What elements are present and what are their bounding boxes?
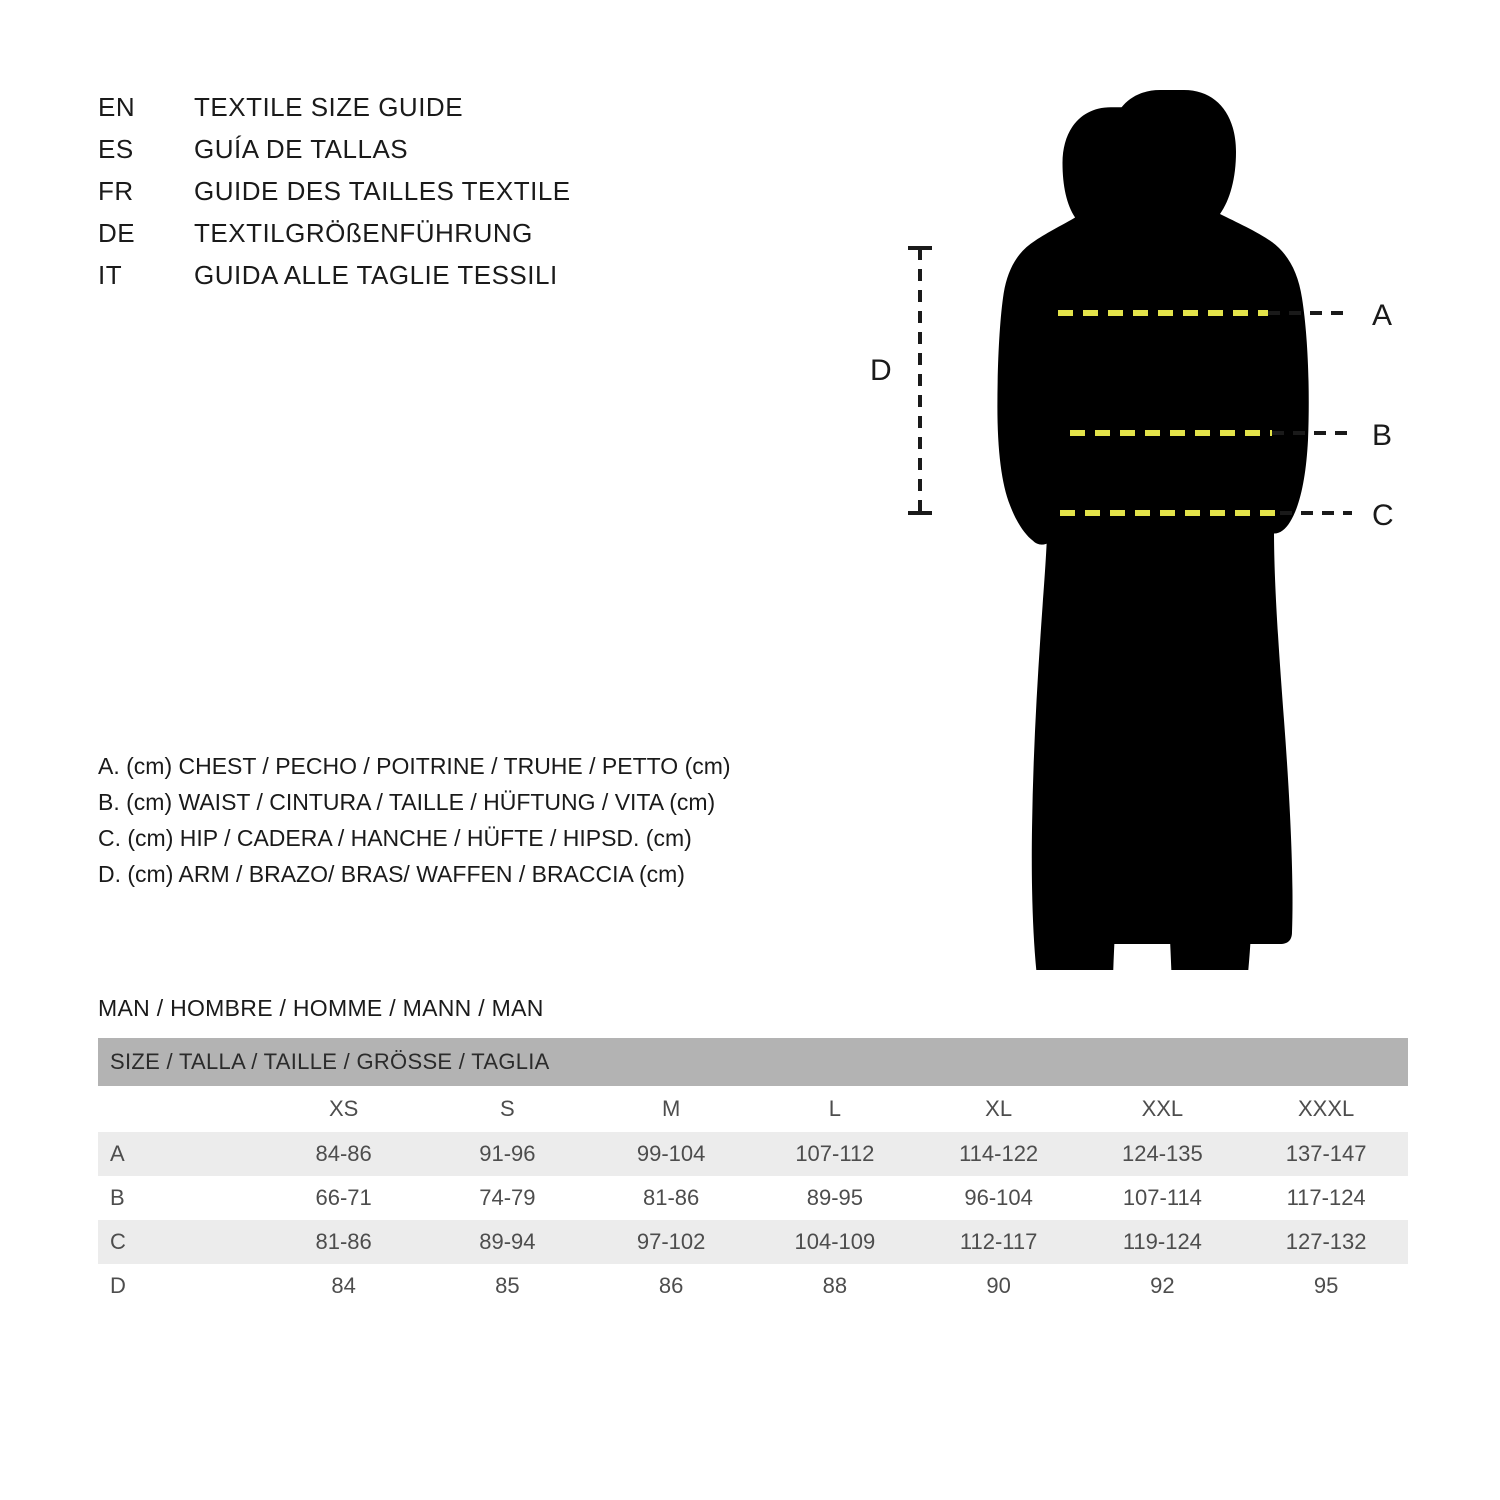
cell-d-xxxl: 95 <box>1244 1264 1408 1308</box>
size-xxl: XXL <box>1081 1086 1245 1132</box>
cell-a-s: 91-96 <box>426 1132 590 1176</box>
table-header-row <box>98 1038 1408 1086</box>
language-code: ES <box>98 134 134 164</box>
cell-a-l: 107-112 <box>753 1132 917 1176</box>
table-header-label: SIZE / TALLA / TAILLE / GRÖSSE / TAGLIA <box>98 1038 1408 1086</box>
language-row <box>98 176 738 218</box>
label-d: D <box>870 354 892 387</box>
row-label-a: A <box>98 1132 262 1176</box>
cell-c-xl: 112-117 <box>917 1220 1081 1264</box>
language-title: GUIDE DES TAILLES TEXTILE <box>194 176 571 206</box>
language-title: TEXTILE SIZE GUIDE <box>194 92 464 122</box>
table-row <box>98 1264 1408 1308</box>
cell-d-s: 85 <box>426 1264 590 1308</box>
language-title: GUÍA DE TALLAS <box>194 134 409 164</box>
cell-c-l: 104-109 <box>753 1220 917 1264</box>
size-xl: XL <box>917 1086 1081 1132</box>
sizes-row-corner <box>98 1086 262 1132</box>
row-label-b: B <box>98 1176 262 1220</box>
cell-c-xs: 81-86 <box>262 1220 426 1264</box>
cell-c-m: 97-102 <box>589 1220 753 1264</box>
size-table <box>98 1038 1408 1308</box>
legend-item-d: D. (cm) ARM / BRAZO/ BRAS/ WAFFEN / BRACCIA (cm) <box>98 861 685 887</box>
label-c: C <box>1372 499 1394 532</box>
cell-a-xxxl: 137-147 <box>1244 1132 1408 1176</box>
body-measurement-figure <box>860 60 1460 970</box>
row-label-c: C <box>98 1220 262 1264</box>
language-code: DE <box>98 218 136 248</box>
size-s: S <box>426 1086 590 1132</box>
size-table-section <box>98 995 1408 1308</box>
size-xxxl: XXXL <box>1244 1086 1408 1132</box>
language-code: IT <box>98 260 123 290</box>
cell-b-xs: 66-71 <box>262 1176 426 1220</box>
language-row <box>98 218 738 260</box>
language-row <box>98 134 738 176</box>
cell-b-m: 81-86 <box>589 1176 753 1220</box>
size-xs: XS <box>262 1086 426 1132</box>
table-sizes-row <box>98 1086 1408 1132</box>
cell-b-xl: 96-104 <box>917 1176 1081 1220</box>
cell-a-xxl: 124-135 <box>1081 1132 1245 1176</box>
cell-b-xxxl: 117-124 <box>1244 1176 1408 1220</box>
language-title: TEXTILGRÖßENFÜHRUNG <box>194 218 533 248</box>
language-row <box>98 260 738 302</box>
cell-b-l: 89-95 <box>753 1176 917 1220</box>
cell-c-xxl: 119-124 <box>1081 1220 1245 1264</box>
size-m: M <box>589 1086 753 1132</box>
language-row <box>98 92 738 134</box>
cell-d-l: 88 <box>753 1264 917 1308</box>
table-row <box>98 1176 1408 1220</box>
cell-c-xxxl: 127-132 <box>1244 1220 1408 1264</box>
cell-b-xxl: 107-114 <box>1081 1176 1245 1220</box>
table-row <box>98 1220 1408 1264</box>
cell-d-xl: 90 <box>917 1264 1081 1308</box>
legend-item-a: A. (cm) CHEST / PECHO / POITRINE / TRUHE / PETTO (cm) <box>98 753 731 779</box>
language-code: FR <box>98 176 134 206</box>
size-l: L <box>753 1086 917 1132</box>
cell-d-xxl: 92 <box>1081 1264 1245 1308</box>
row-label-d: D <box>98 1264 262 1308</box>
cell-d-m: 86 <box>589 1264 753 1308</box>
label-a: A <box>1372 299 1393 332</box>
measurement-legend <box>98 748 858 892</box>
cell-b-s: 74-79 <box>426 1176 590 1220</box>
language-code: EN <box>98 92 136 122</box>
table-row <box>98 1132 1408 1176</box>
cell-d-xs: 84 <box>262 1264 426 1308</box>
cell-a-xl: 114-122 <box>917 1132 1081 1176</box>
label-b: B <box>1372 419 1393 452</box>
legend-item-b: B. (cm) WAIST / CINTURA / TAILLE / HÜFTUNG / VITA (cm) <box>98 789 716 815</box>
language-title: GUIDA ALLE TAGLIE TESSILI <box>194 260 558 290</box>
legend-item-c: C. (cm) HIP / CADERA / HANCHE / HÜFTE / HIPSD. (cm) <box>98 825 692 851</box>
language-title-block <box>98 92 738 302</box>
cell-c-s: 89-94 <box>426 1220 590 1264</box>
gender-label: MAN / HOMBRE / HOMME / MANN / MAN <box>98 995 544 1021</box>
cell-a-xs: 84-86 <box>262 1132 426 1176</box>
cell-a-m: 99-104 <box>589 1132 753 1176</box>
